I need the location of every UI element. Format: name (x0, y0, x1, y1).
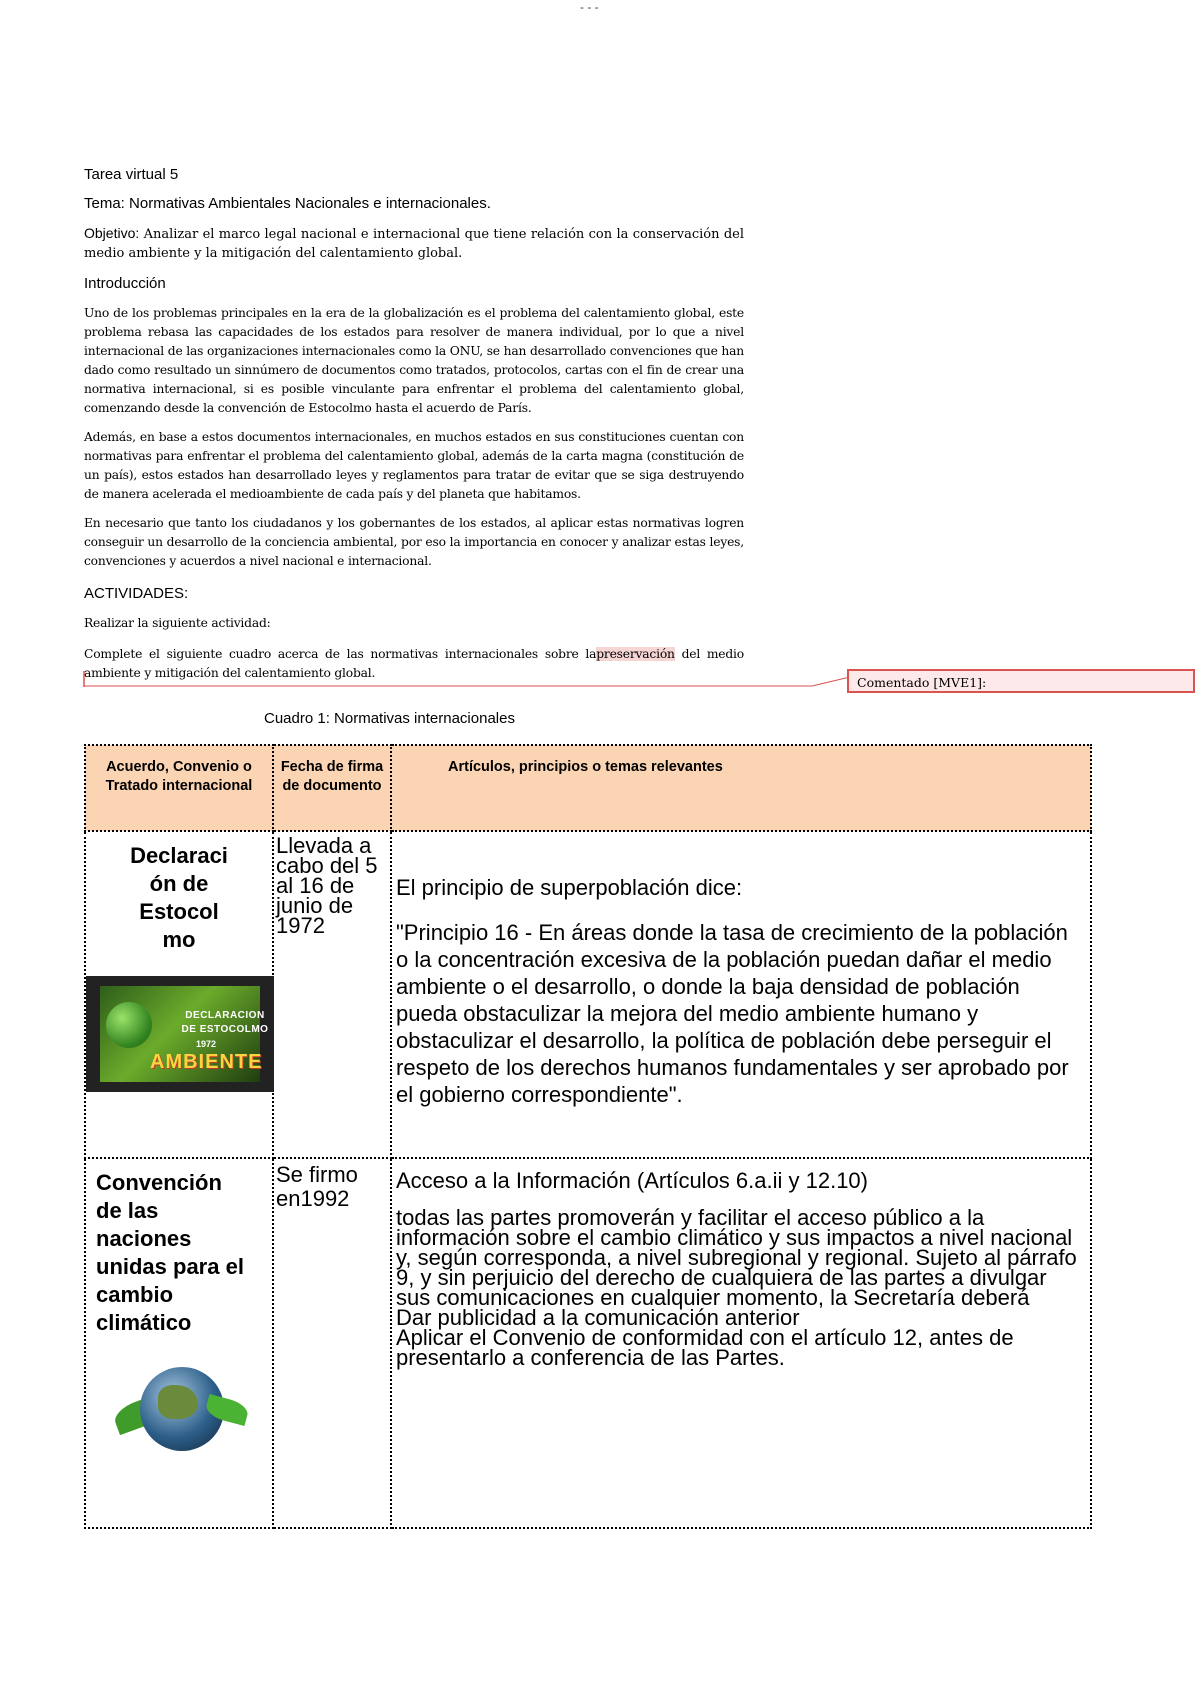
agreement-cell (85, 1158, 273, 1528)
date-cell (273, 1158, 391, 1528)
agreement-name (86, 832, 272, 954)
name-line: mo (162, 927, 196, 952)
content-paragraph: todas las partes promoverán y facilitar el acceso público a la información sobre el cambio climático y sus impactos a nivel nacional y, según corresponda, a nivel subregional y regional. Sujeto al párrafo 9, y sin perjuicio del derecho de cualquiera de las partes a divulgar sus comunicaciones en cualquier momento, la Secretaría deberá (396, 1205, 1077, 1310)
image-text: DE ESTOCOLMO (181, 1024, 269, 1035)
task-text-after: del medio ambiente y mitigación del calentamiento global. (84, 647, 744, 680)
comment-balloon[interactable] (847, 669, 1195, 693)
topic-line (84, 195, 744, 212)
date-line: en1992 (276, 1186, 350, 1211)
date-line: junio de (276, 893, 354, 918)
content-heading: El principio de superpoblación dice: (396, 875, 743, 900)
objective-text: Analizar el marco legal nacional e internacional que tiene relación con la conservación del medio ambiente y la mitigación del calentamiento global. (84, 227, 744, 261)
header-agreement: Acuerdo, Convenio o Tratado internacional (85, 745, 273, 831)
name-line: climático (96, 1310, 192, 1335)
image-text: DECLARACION (185, 1010, 265, 1021)
topic-label: Tema: (84, 195, 125, 212)
introduction-heading: Introducción (84, 275, 166, 292)
intro-paragraph-2: Además, en base a estos documentos internacionales, en muchos estados en sus constituciones cuentan con normativas para enfrentar el problema del calentamiento global, además de la carta magna (constitución de un país), estos estados han desarrollado leyes y reglamentos para tratar de evitar que se siga destruyendo de manera acelerada el medioambiente de cada país y del planeta que habitamos. (84, 430, 744, 501)
table-header-row (85, 745, 1091, 831)
name-line: Estocol (139, 899, 219, 924)
intro-paragraph-3: En necesario que tanto los ciudadanos y los gobernantes de los estados, al aplicar estas normativas logren conseguir un desarrollo de la conciencia ambiental, por eso la importancia en conocer y analizar estas leyes, convenciones y acuerdos a nivel nacional e internacional. (84, 516, 744, 568)
topic-text: Normativas Ambientales Nacionales e internacionales. (124, 195, 491, 212)
content-cell (391, 831, 1091, 1158)
stockholm-declaration-image (86, 976, 274, 1092)
agreement-cell (85, 831, 273, 1158)
table-row (85, 831, 1091, 1158)
date-line: Llevada a (276, 833, 372, 858)
date-line: Se firmo (276, 1162, 358, 1187)
comment-label: Comentado [MVE1]: (857, 675, 987, 690)
date-cell (273, 831, 391, 1158)
earth-leaf-image (114, 1361, 244, 1461)
name-line: cambio (96, 1282, 174, 1307)
name-line: ón de (149, 871, 209, 896)
header-date: Fecha de firma de documento (273, 745, 391, 831)
document-body (84, 166, 744, 693)
table-row (85, 1158, 1091, 1528)
header-articles: Artículos, principios o temas relevantes (391, 745, 1091, 831)
activities-heading: ACTIVIDADES: (84, 585, 189, 602)
normativas-table (84, 744, 1092, 1529)
image-text: AMBIENTE (150, 1051, 263, 1073)
name-line: naciones (96, 1226, 192, 1251)
name-line: unidas para el (96, 1254, 244, 1279)
date-line: 1972 (276, 913, 325, 938)
objective-line (84, 224, 744, 263)
date-line: al 16 de (276, 873, 355, 898)
content-cell (391, 1158, 1091, 1528)
date-line: cabo del 5 (276, 853, 378, 878)
task-text-before: Complete el siguiente cuadro acerca de las normativas internacionales sobre la (84, 647, 597, 661)
activity-instruction: Realizar la siguiente actividad: (84, 616, 271, 630)
content-paragraph: "Principio 16 - En áreas donde la tasa de crecimiento de la población o la concentración excesiva de la población puedan dañar el medio ambiente o el desarrollo, o donde la baja densidad de población pueda obstaculizar la mejora del medio ambiente humano y obstaculizar el desarrollo, la política de población debe perseguir el respeto de los derechos humanos fundamentales y ser aprobado por el gobierno correspondiente". (396, 920, 1069, 1107)
globe-icon (106, 1002, 152, 1048)
agreement-name (86, 1159, 272, 1337)
page-marker: - - - (580, 0, 599, 14)
content-heading: Acceso a la Información (Artículos 6.a.ii y 12.10) (396, 1168, 868, 1193)
objective-label: Objetivo: (84, 225, 140, 241)
name-line: Convención (96, 1170, 222, 1195)
table-caption: Cuadro 1: Normativas internacionales (264, 710, 515, 727)
name-line: de las (96, 1198, 159, 1223)
intro-paragraph-1: Uno de los problemas principales en la era de la globalización es el problema del calentamiento global, este problema rebasa las capacidades de los estados para resolver de manera individual, por lo que a nivel internacional de las organizaciones internacionales como la ONU, se han desarrollado convenciones que han dado como resultado un sinnúmero de documentos como tratados, protocolos, cartas con el fin de crear una normativa internacional, si es posible vinculante para enfrentar el problema del calentamiento global, comenzando desde la convención de Estocolmo hasta el acuerdo de París. (84, 306, 744, 415)
activity-task (84, 645, 744, 683)
image-text: 1972 (196, 1039, 217, 1049)
doc-title: Tarea virtual 5 (84, 166, 179, 183)
commented-word[interactable]: preservación (596, 647, 675, 661)
content-paragraph: Aplicar el Convenio de conformidad con el artículo 12, antes de presentarlo a conferencia de las Partes. (396, 1325, 1014, 1370)
content-paragraph: Dar publicidad a la comunicación anterior (396, 1305, 800, 1330)
name-line: Declaraci (130, 843, 228, 868)
